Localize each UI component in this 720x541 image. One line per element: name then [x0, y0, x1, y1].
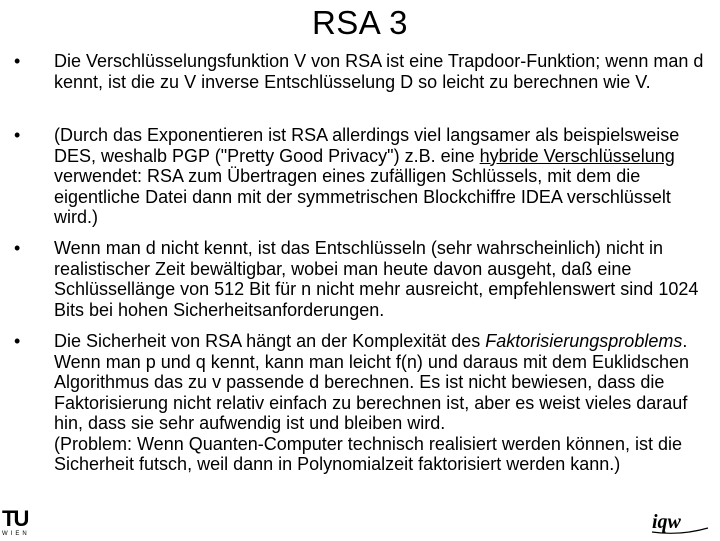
bullet-item-2: [14, 125, 704, 228]
bullet-text-part: . Wenn man p und q kennt, kann man leicht f(n) und daraus mit dem Euklidschen Algorithmus das zu v passende d berechnen. Es ist nicht bewiesen, dass die Faktorisierung nicht relativ einfach zu berechnen ist, aber es weist vieles darauf hin, dass sie sehr aufwendig ist und bleiben wird.: [54, 331, 690, 433]
bullet-text: [54, 51, 704, 92]
tu-logo-wordmark: WIEN: [2, 531, 30, 537]
iqw-logo: [650, 506, 710, 536]
bullet-text-part: Die Verschlüsselungsfunktion V von RSA ist eine Trapdoor-Funktion; wenn man d kennt, ist die zu V inverse Entschlüsselung D so leicht zu berechnen wie V.: [54, 51, 704, 92]
bullet-text-part: (Problem: Wenn Quanten-Computer technisch realisiert werden können, ist die Sicherheit futsch, weil dann in Polynomialzeit faktorisiert werden kann.): [54, 433, 682, 474]
bullet-text: [54, 331, 704, 475]
bullet-text-part: (Durch das Exponentieren ist RSA allerdings viel langsamer als beispielsweise DES, weshalb PGP ("Pretty Good Privacy") z.B. eine: [54, 125, 680, 166]
hybride-verschluesselung-link[interactable]: hybride Verschlüsselung: [479, 145, 675, 166]
bullet-dot: •: [14, 125, 21, 145]
bullet-text-part: verwendet: RSA zum Übertragen eines zufälligen Schlüssels, mit dem die eigentliche Datei dann mit der symmetrischen Blockchiffre IDEA verschlüsselt wird.): [54, 166, 671, 227]
bullet-text: [54, 125, 704, 228]
bullet-text-part: Wenn man d nicht kennt, ist das Entschlüsseln (sehr wahrscheinlich) nicht in realistischer Zeit bewältigbar, wobei man heute davon ausgeht, daß eine Schlüssellänge von 512 Bit für n nicht mehr ausreicht, empfehlenswert sind 1024 Bits bei hohen Sicherheitsanforderungen.: [54, 238, 699, 320]
bullet-item-1: [14, 51, 704, 92]
bullet-item-3: [14, 238, 704, 320]
iqw-logo-text: iqw: [652, 511, 681, 533]
bullet-dot: •: [14, 238, 21, 258]
faktorisierungsproblem-term: Faktorisierungsproblems: [485, 331, 683, 351]
tu-wien-logo: [2, 508, 36, 540]
tu-logo-mark: TU: [2, 506, 28, 531]
bullet-dot: •: [14, 51, 21, 71]
bullet-dot: •: [14, 331, 21, 351]
slide-title: RSA 3: [311, 4, 409, 41]
bullet-text-part: Die Sicherheit von RSA hängt an der Komplexität des: [54, 331, 486, 351]
iqw-logo-graphic: [650, 506, 710, 536]
bullet-item-4: [14, 331, 704, 475]
bullet-text: [54, 238, 704, 320]
